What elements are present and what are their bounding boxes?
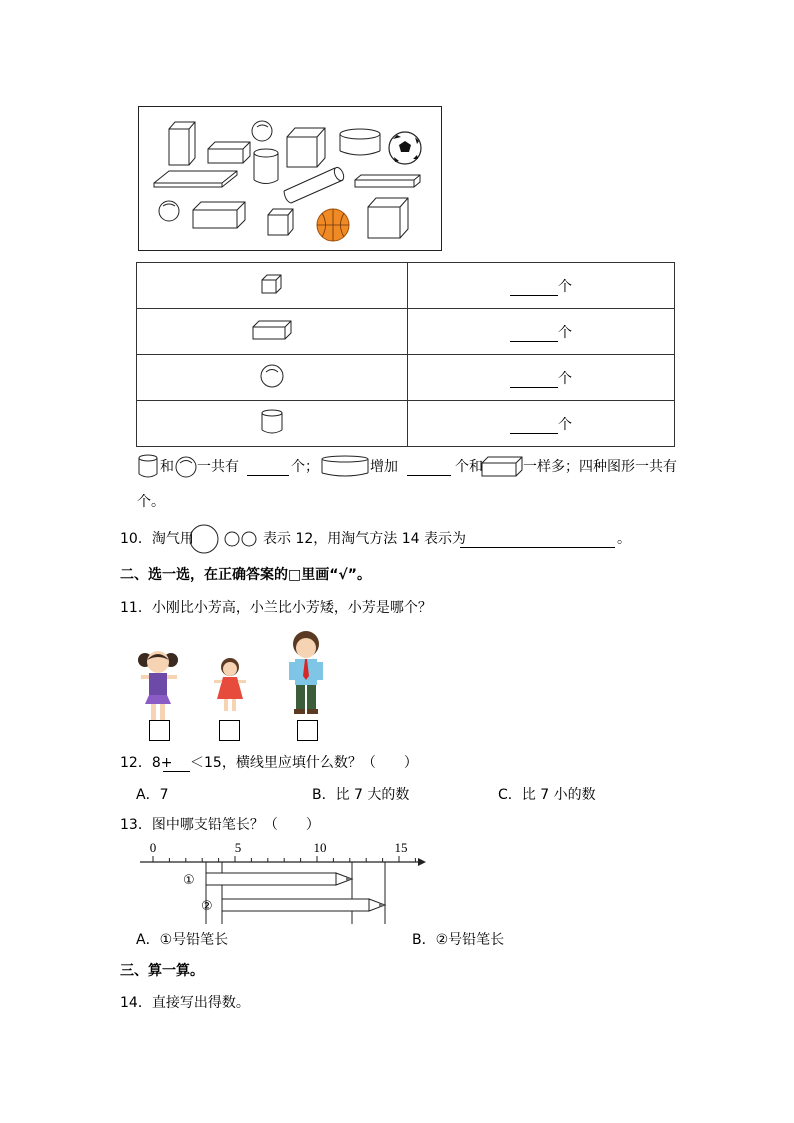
q12-option-b[interactable]: B．比 7 大的数 — [312, 787, 410, 803]
q13-text: 13．图中哪支铅笔长？（ ） — [120, 817, 320, 833]
ruler-label-5: 5 — [234, 840, 242, 855]
long-cylinder-shape — [284, 166, 346, 203]
answer-checkbox-3[interactable] — [297, 720, 318, 741]
cube-shape — [287, 128, 325, 167]
section2-title: 二、选一选，在正确答案的□里画“√”。 — [120, 567, 371, 583]
right-board-shape — [355, 175, 420, 187]
ruler-label-15: 15 — [394, 840, 408, 855]
answer-blank[interactable] — [510, 325, 558, 342]
table-row — [137, 309, 675, 355]
answer-cell — [408, 309, 675, 355]
cuboid-shape — [208, 142, 250, 163]
ruler-arrow — [418, 858, 426, 866]
q11-text: 11．小刚比小芳高，小兰比小芳矮，小芳是哪个？ — [120, 600, 432, 616]
girl-small-figure — [210, 655, 250, 715]
shape-count-table — [136, 262, 675, 447]
q9-unit-text: 个； — [291, 459, 319, 475]
q10-middle: 表示 12，用淘气方法 14 表示为 — [263, 531, 466, 547]
answer-blank[interactable] — [510, 371, 558, 388]
ruler-diagram — [136, 838, 436, 928]
q12-option-a[interactable]: A．7 — [136, 787, 169, 803]
table-row — [137, 355, 675, 401]
shapes-picture — [138, 106, 442, 251]
cuboid-icon — [251, 319, 293, 341]
unit-label: 个 — [558, 416, 572, 433]
cube-shape-2 — [368, 198, 408, 238]
q9-and-text: 和 — [160, 459, 174, 475]
q9-blank-1[interactable] — [247, 457, 289, 476]
q10-prefix: 10．淘气用 — [120, 531, 194, 547]
answer-cell — [408, 355, 675, 401]
answer-cell — [408, 401, 675, 447]
tall-cuboid-shape — [169, 122, 195, 165]
shape-cell — [137, 401, 408, 447]
q10-answer-blank[interactable] — [460, 530, 615, 548]
ruler-label-0: 0 — [149, 840, 157, 855]
unit-label: 个 — [558, 278, 572, 295]
q14-text: 14．直接写出得数。 — [120, 995, 250, 1011]
q12-suffix: ＜15，横线里应填什么数？（ ） — [190, 755, 418, 771]
cylinder-icon — [260, 408, 284, 436]
short-cylinder-shape — [340, 129, 380, 155]
shape-cell — [137, 309, 408, 355]
sphere-icon — [259, 363, 285, 389]
cuboid-shape-2 — [193, 202, 245, 228]
cube-icon — [260, 273, 284, 295]
q9-increase-text: 增加 — [370, 459, 398, 475]
girl-pigtails-figure — [133, 642, 183, 727]
ruler-label-10: 10 — [313, 840, 327, 855]
pencil-1 — [206, 873, 352, 885]
circles-icon — [186, 524, 266, 554]
section3-title: 三、算一算。 — [120, 963, 204, 979]
unit-label: 个 — [558, 324, 572, 341]
pencil-1-label: ① — [183, 873, 195, 888]
pencil-2-label: ② — [201, 899, 213, 914]
q9-same-text: 一样多；四种图形一共有 — [523, 459, 677, 475]
q10-suffix: 。 — [617, 531, 631, 547]
soccer-ball-icon — [389, 132, 421, 164]
boy-figure — [286, 628, 326, 723]
sphere-icon — [174, 455, 198, 479]
q12-option-c[interactable]: C．比 7 小的数 — [498, 787, 596, 803]
shapes-drawing — [139, 107, 441, 250]
q13-option-b[interactable]: B．②号铅笔长 — [412, 932, 505, 948]
q9-total-text: 一共有 — [197, 459, 239, 475]
basketball-icon — [317, 209, 349, 241]
table-row — [137, 401, 675, 447]
answer-checkbox-1[interactable] — [149, 720, 170, 741]
q9-and-unit-text: 个和 — [455, 459, 483, 475]
cuboid-icon — [480, 455, 524, 479]
q12-blank[interactable] — [163, 753, 190, 772]
answer-blank[interactable] — [510, 417, 558, 434]
answer-cell — [408, 263, 675, 309]
unit-label: 个 — [558, 370, 572, 387]
pencil-2 — [222, 899, 385, 911]
q9-total-unit: 个。 — [137, 494, 165, 510]
table-row — [137, 263, 675, 309]
sphere-shape-2 — [159, 201, 179, 221]
answer-checkbox-2[interactable] — [219, 720, 240, 741]
cylinder-shape — [254, 149, 278, 184]
q13-option-a[interactable]: A．①号铅笔长 — [136, 932, 229, 948]
answer-blank[interactable] — [510, 279, 558, 296]
sphere-shape — [252, 121, 272, 141]
cylinder-icon — [137, 454, 161, 480]
q12-prefix: 12．8+ — [120, 755, 173, 771]
shape-cell — [137, 355, 408, 401]
board-shape — [154, 171, 237, 187]
small-cube-shape — [268, 209, 293, 235]
q9-blank-2[interactable] — [407, 457, 451, 476]
short-cylinder-icon — [320, 455, 370, 479]
ruler-ticks — [153, 856, 415, 862]
shape-cell — [137, 263, 408, 309]
